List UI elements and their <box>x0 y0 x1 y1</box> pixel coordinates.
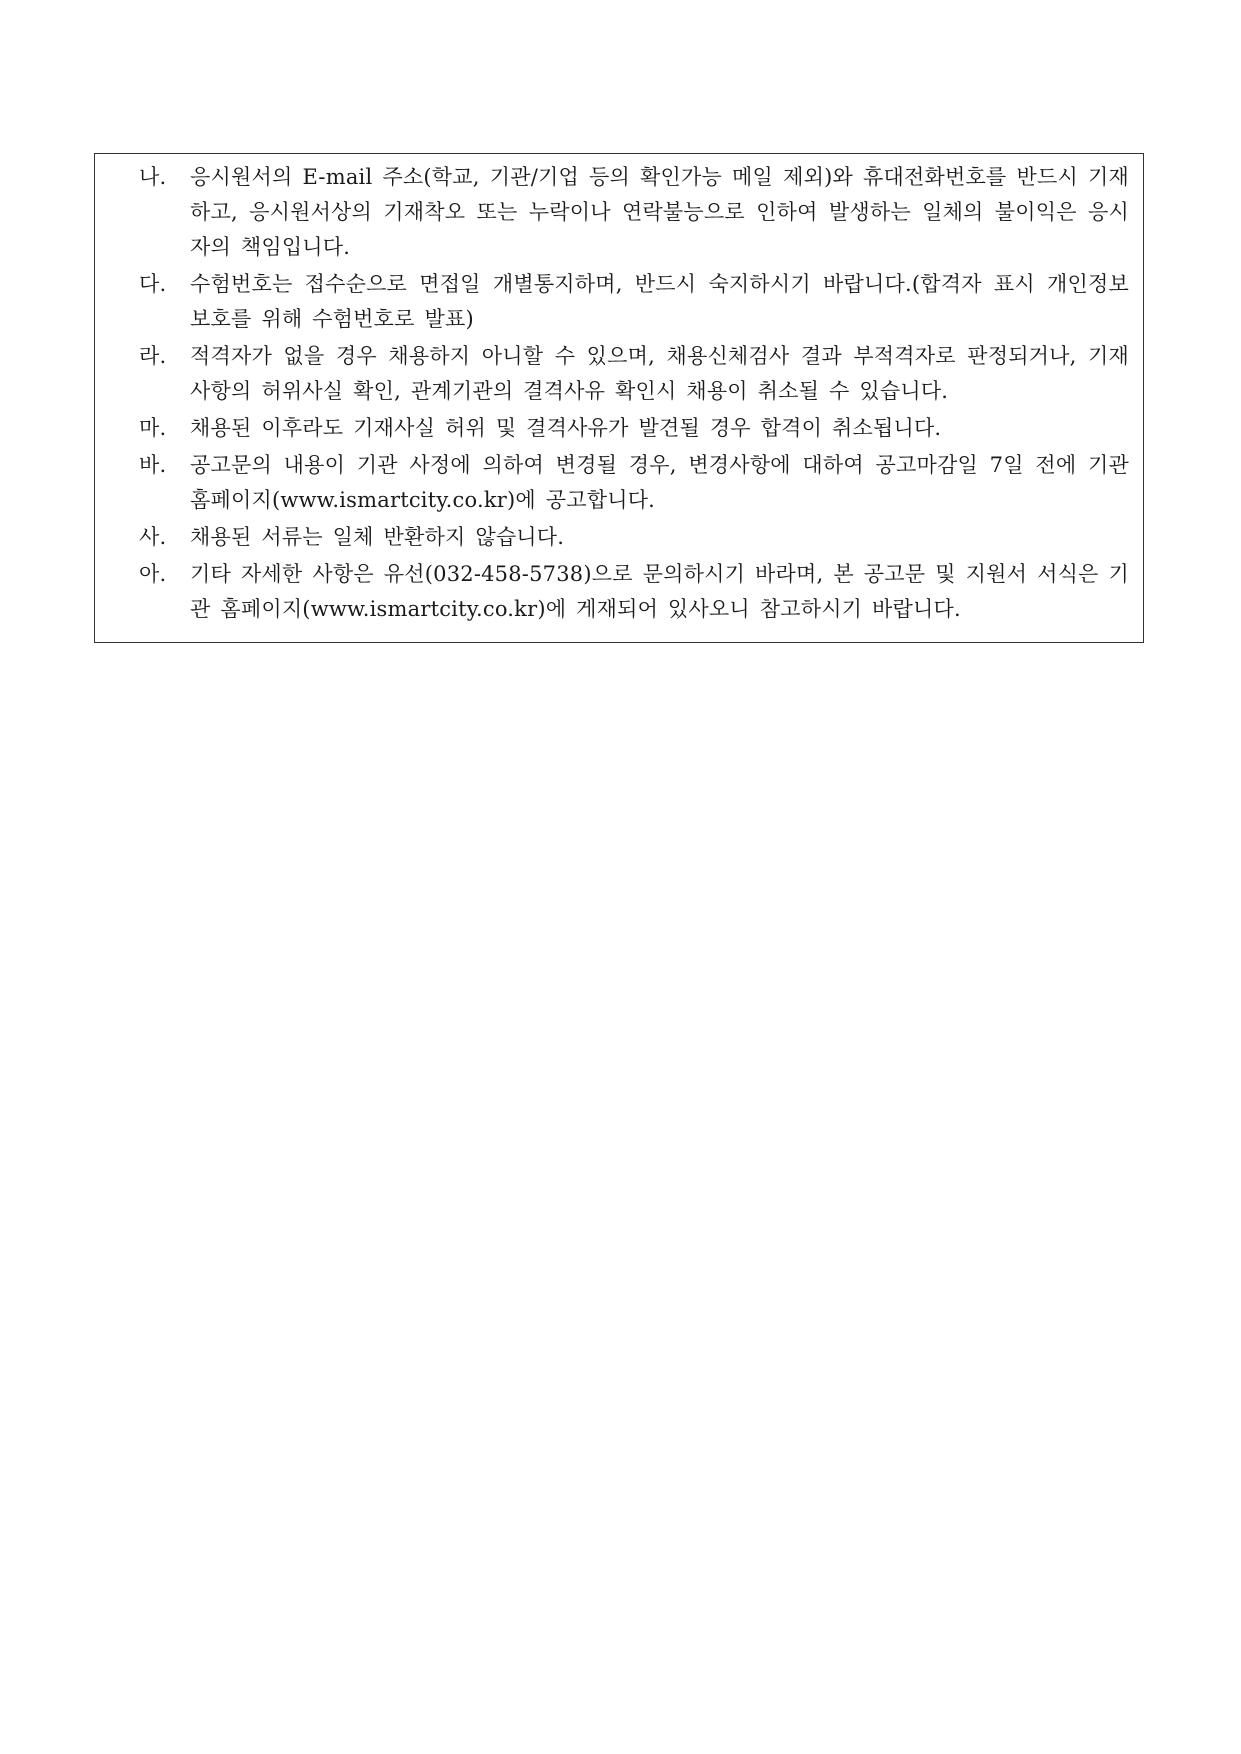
item-text: 채용된 이후라도 기재사실 허위 및 결격사유가 발견될 경우 합격이 취소됩니다. <box>190 416 942 440</box>
item-marker: 라. <box>139 344 167 368</box>
item-text: 기타 자세한 사항은 유선(032-458-5738)으로 문의하시기 바라며, 본 공고문 및 지원서 서식은 기관 홈페이지(www.ismartcity.co.kr)에 게재되어 있사오니 참고하시기 바랍니다. <box>190 562 1129 621</box>
item-text: 응시원서의 E-mail 주소(학교, 기관/기업 등의 확인가능 메일 제외)와 휴대전화번호를 반드시 기재하고, 응시원서상의 기재착오 또는 누락이나 연락불능으로 인하여 발생하는 일체의 불이익은 응시자의 책임입니다. <box>190 165 1129 259</box>
notice-item-da <box>95 267 1143 337</box>
item-marker: 아. <box>139 562 167 586</box>
notice-item-sa <box>95 520 1143 555</box>
item-marker: 바. <box>139 453 167 477</box>
item-marker: 사. <box>139 525 167 549</box>
item-marker: 마. <box>139 416 167 440</box>
notice-item-na <box>95 160 1143 265</box>
item-text: 수험번호는 접수순으로 면접일 개별통지하며, 반드시 숙지하시기 바랍니다.(합격자 표시 개인정보보호를 위해 수험번호로 발표) <box>190 272 1129 331</box>
notice-list <box>95 160 1143 627</box>
item-marker: 다. <box>139 272 167 296</box>
item-text: 공고문의 내용이 기관 사정에 의하여 변경될 경우, 변경사항에 대하여 공고마감일 7일 전에 기관 홈페이지(www.ismartcity.co.kr)에 공고합니다. <box>190 453 1129 512</box>
item-text: 적격자가 없을 경우 채용하지 아니할 수 있으며, 채용신체검사 결과 부적격자로 판정되거나, 기재사항의 허위사실 확인, 관계기관의 결격사유 확인시 채용이 취소될 수 있습니다. <box>190 344 1129 403</box>
item-text: 채용된 서류는 일체 반환하지 않습니다. <box>190 525 565 549</box>
item-marker: 나. <box>139 165 167 189</box>
notice-item-a <box>95 557 1143 627</box>
notice-box <box>94 153 1144 643</box>
notice-item-ra <box>95 339 1143 409</box>
notice-item-ma <box>95 411 1143 446</box>
notice-item-ba <box>95 448 1143 518</box>
